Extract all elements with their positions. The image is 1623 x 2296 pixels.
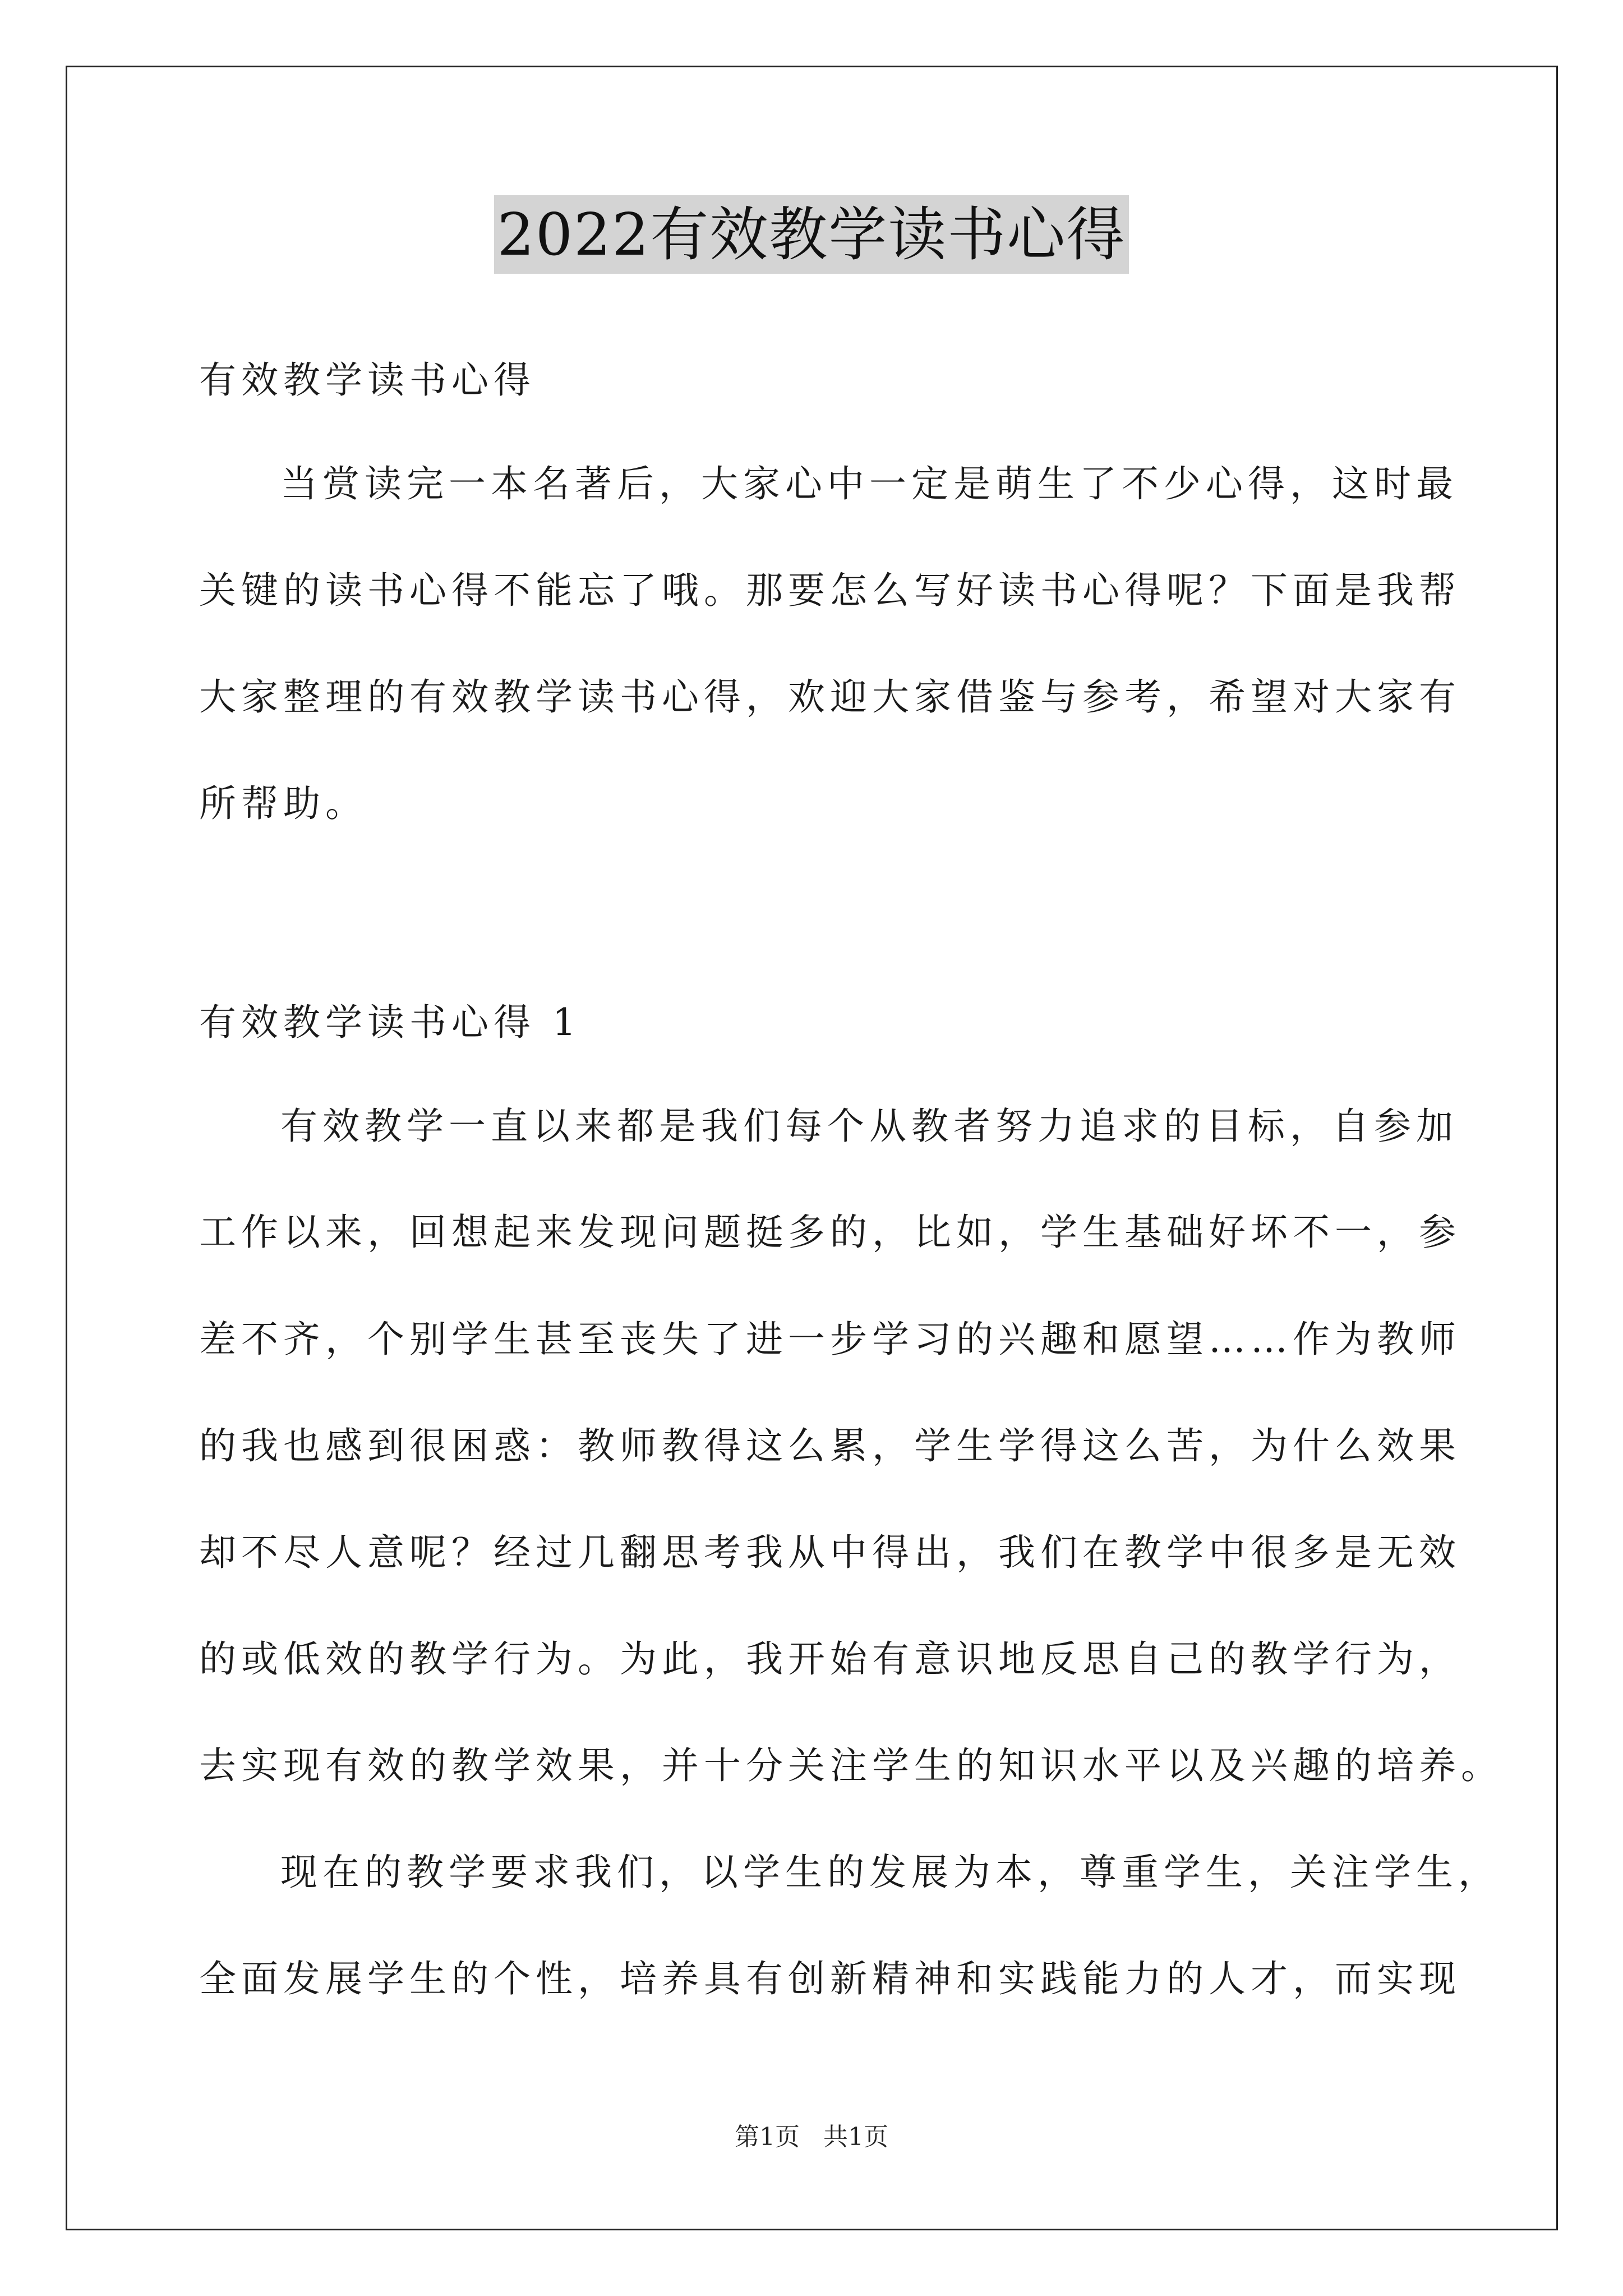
intro-line: 当赏读完一本名著后，大家心中一定是萌生了不少心得，这时最 [280,462,1458,505]
paragraph-line: 的或低效的教学行为。为此，我开始有意识地反思自己的教学行为， [199,1637,1461,1681]
title-area [0,195,1623,274]
paragraph-line: 全面发展学生的个性，培养具有创新精神和实践能力的人才，而实现 [199,1957,1461,2000]
paragraph-line: 去实现有效的教学效果，并十分关注学生的知识水平以及兴趣的培养。 [199,1744,1503,1787]
paragraph-line: 却不尽人意呢？经过几翻思考我从中得出，我们在教学中很多是无效 [199,1531,1461,1574]
paragraph-line: 有效教学一直以来都是我们每个从教者努力追求的目标，自参加 [280,1105,1458,1148]
intro-line: 大家整理的有效教学读书心得，欢迎大家借鉴与参考，希望对大家有 [199,675,1461,719]
paragraph-line: 现在的教学要求我们，以学生的发展为本，尊重学生，关注学生， [280,1851,1500,1894]
document-title: 2022有效教学读书心得 [494,195,1129,274]
page-number: 第1页 共1页 [735,2123,888,2151]
intro-line: 所帮助。 [199,782,367,825]
paragraph-line: 的我也感到很困惑：教师教得这么累，学生学得这么苦，为什么效果 [199,1424,1461,1467]
paragraph-line: 工作以来，回想起来发现问题挺多的，比如，学生基础好坏不一，参 [199,1211,1461,1254]
intro-line: 关键的读书心得不能忘了哦。那要怎么写好读书心得呢？下面是我帮 [199,569,1461,612]
subtitle: 有效教学读书心得 [199,358,536,402]
paragraph-line: 差不齐，个别学生甚至丧失了进一步学习的兴趣和愿望……作为教师 [199,1318,1461,1361]
section-heading: 有效教学读书心得 1 [199,1001,581,1044]
